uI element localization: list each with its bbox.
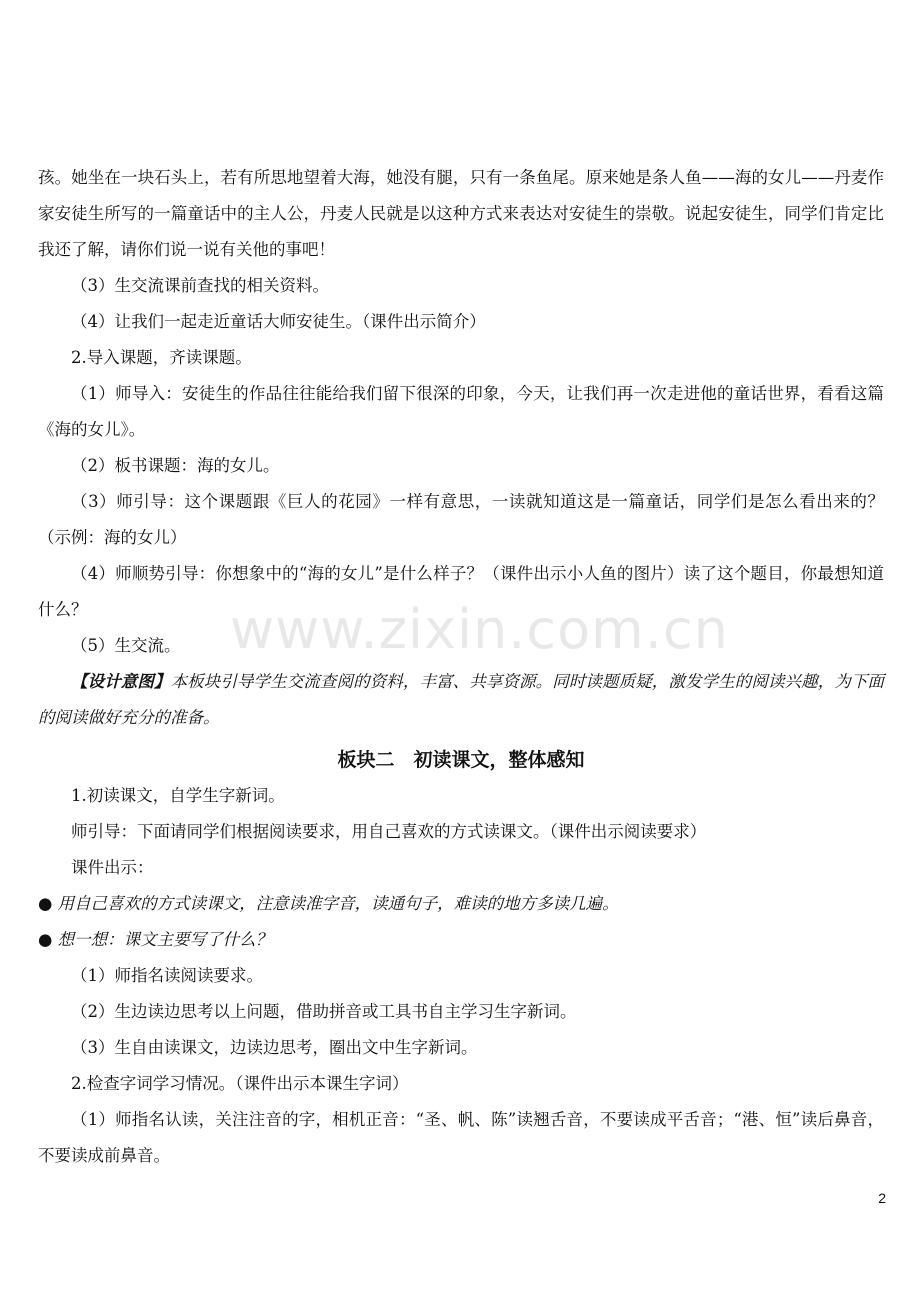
design-intent-label: 【设计意图】 [71,672,171,691]
paragraph-pronunciation: （1）师指名认读，关注注音的字，相机正音：“圣、帆、陈”读翘舌音，不要读成平舌音；“港、恒”读后鼻音，不要读成前鼻音。 [38,1110,884,1165]
paragraph-board-title: （2）板书课题：海的女儿。 [71,456,280,475]
paragraph-teacher-guide-2: 师引导：下面请同学们根据阅读要求，用自己喜欢的方式读课文。（课件出示阅读要求） [71,822,707,841]
bullet-item: ● 想一想：课文主要写了什么？ [38,930,273,949]
paragraph-intro: 孩。她坐在一块石头上，若有所思地望着大海，她没有腿，只有一条鱼尾。原来她是条人鱼——海的女儿——丹麦作家安徒生所写的一篇童话中的主人公，丹麦人民就是以这种方式来表达对安徒生的崇敬。说起安徒生，同学们肯定比我还了解，请你们说一说有关他的事吧！ [38,168,884,259]
paragraph-imagine: （4）师顺势引导：你想象中的“海的女儿”是什么样子？（课件出示小人鱼的图片）读了这个题目，你最想知道什么？ [38,564,884,619]
paragraph-courseware-label: 课件出示： [71,858,154,877]
paragraph-teacher-intro: （1）师导入：安徒生的作品往往能给我们留下很深的印象，今天，让我们再一次走进他的童话世界，看看这篇《海的女儿》。 [38,384,884,439]
paragraph-step-4: （4）让我们一起走近童话大师安徒生。（课件出示简介） [71,312,486,331]
paragraph-check-words: 2.检查字词学习情况。（课件出示本课生字词） [71,1074,409,1093]
section-heading: 板块二 初读课文，整体感知 [337,749,585,771]
bullet-item: ● 用自己喜欢的方式读课文，注意读准字音，读通句子，难读的地方多读几遍。 [38,894,619,913]
design-intent-text: 本板块引导学生交流查阅的资料，丰富、共享资源。同时读题质疑，激发学生的阅读兴趣，为下面的阅读做好充分的准备。 [38,672,884,727]
paragraph-read-requirements: （1）师指名读阅读要求。 [71,966,263,985]
paragraph-first-read: 1.初读课文，自学生字新词。 [71,786,285,805]
design-intent-paragraph [38,664,884,736]
paragraph-teacher-guide: （3）师引导：这个课题跟《巨人的花园》一样有意思，一读就知道这是一篇童话，同学们是怎么看出来的？（示例：海的女儿） [38,492,884,547]
paragraph-free-read: （3）生自由读课文，边读边思考，圈出文中生字新词。 [71,1038,478,1057]
paragraph-self-study: （2）生边读边思考以上问题，借助拼音或工具书自主学习生字新词。 [71,1002,577,1021]
document-body [38,160,884,1174]
paragraph-import-title: 2.导入课题，齐读课题。 [71,348,252,367]
paragraph-step-3: （3）生交流课前查找的相关资料。 [71,276,329,295]
paragraph-student-exchange: （5）生交流。 [71,636,181,655]
watermark: www.zixin.com.cn [230,598,729,661]
page-number: 2 [878,1190,886,1206]
